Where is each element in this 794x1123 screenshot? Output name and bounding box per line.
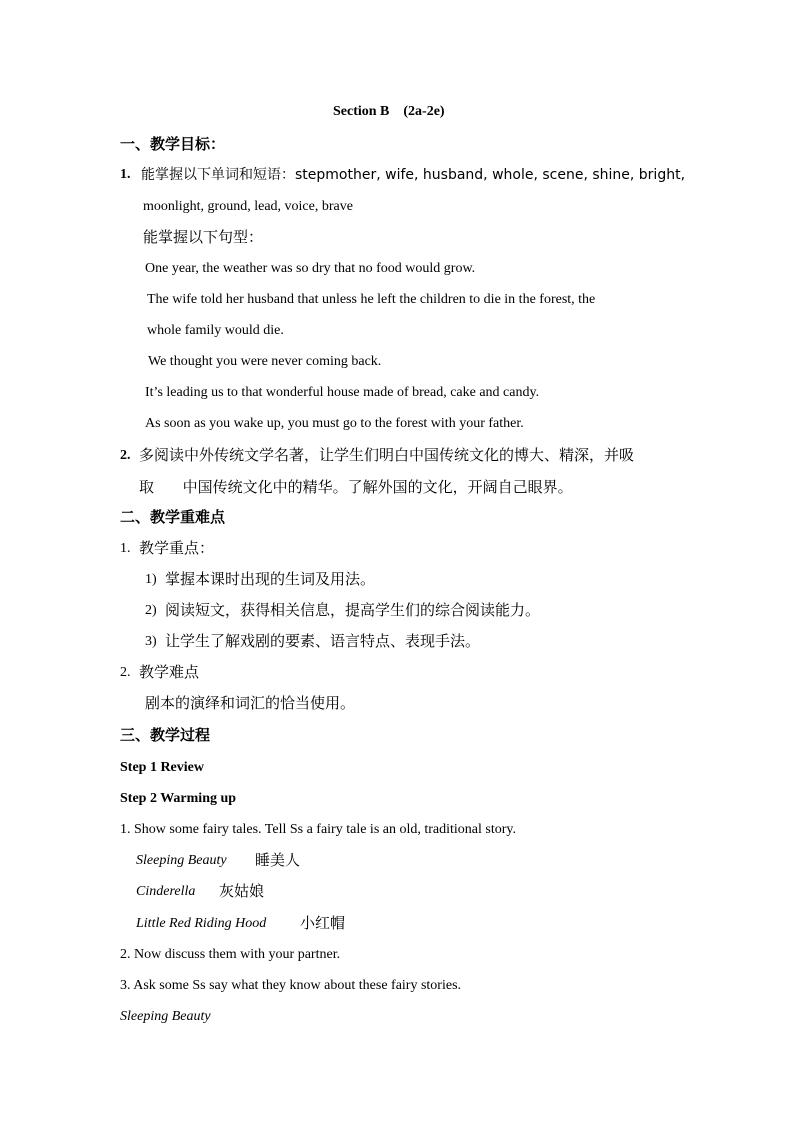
sentence-2-line-2: whole family would die. xyxy=(147,323,284,338)
sentence-1: One year, the weather was so dry that no food would grow. xyxy=(145,261,476,276)
key-point-3-number: 3) xyxy=(145,634,157,649)
tale-2-chinese: 灰姑娘 xyxy=(219,882,265,900)
objective-1-text: 能掌握以下单词和短语：stepmother, wife, husband, whole, scene, shine, bright, xyxy=(141,167,686,183)
key-point-1: 掌握本课时出现的生词及用法。 xyxy=(165,570,376,588)
key-points-heading: 二、教学重难点 xyxy=(120,508,226,526)
story-title-sleeping-beauty: Sleeping Beauty xyxy=(120,1009,211,1024)
objective-2-continuation: 取 中国传统文化中的精华。了解外国的文化，开阔自己眼界。 xyxy=(139,478,573,496)
sentence-2-line-1: The wife told her husband that unless he left the children to die in the forest, the xyxy=(147,292,596,307)
difficulties-text: 剧本的演绎和词汇的恰当使用。 xyxy=(145,694,356,712)
section-title: Section B (2a-2e) xyxy=(333,104,445,119)
objective-1-number: 1. xyxy=(120,167,131,182)
objectives-heading: 一、教学目标： xyxy=(120,135,226,153)
process-heading: 三、教学过程 xyxy=(120,726,211,744)
sentence-5: As soon as you wake up, you must go to the forest with your father. xyxy=(145,416,524,431)
process-item-1: 1. Show some fairy tales. Tell Ss a fairy tale is an old, traditional story. xyxy=(120,822,516,837)
objective-2-text: 多阅读中外传统文学名著，让学生们明白中国传统文化的博大、精深，并吸 xyxy=(139,446,635,464)
tale-3-chinese: 小红帽 xyxy=(300,914,346,932)
process-item-2: 2. Now discuss them with your partner. xyxy=(120,947,341,962)
tale-2-english: Cinderella xyxy=(136,884,196,899)
objective-1-continuation: moonlight, ground, lead, voice, brave xyxy=(143,199,353,214)
tale-3-english: Little Red Riding Hood xyxy=(136,916,267,931)
step-2: Step 2 Warming up xyxy=(120,791,237,806)
key-point-2-number: 2) xyxy=(145,603,157,618)
key-point-1-number: 1) xyxy=(145,572,157,587)
key-point-2: 阅读短文，获得相关信息，提高学生们的综合阅读能力。 xyxy=(165,601,541,619)
sentence-patterns-heading: 能掌握以下句型： xyxy=(143,228,264,246)
key-points-number: 1. xyxy=(120,541,131,556)
sentence-4: It’s leading us to that wonderful house made of bread, cake and candy. xyxy=(145,385,540,400)
objective-2-number: 2. xyxy=(120,448,131,463)
step-1: Step 1 Review xyxy=(120,760,204,775)
key-points-label: 教学重点： xyxy=(139,539,215,557)
difficulties-label: 教学难点 xyxy=(139,663,200,681)
tale-1-chinese: 睡美人 xyxy=(255,851,301,869)
sentence-3: We thought you were never coming back. xyxy=(148,354,382,369)
process-item-3: 3. Ask some Ss say what they know about these fairy stories. xyxy=(120,978,462,993)
tale-1-english: Sleeping Beauty xyxy=(136,853,227,868)
difficulties-number: 2. xyxy=(120,665,131,680)
key-point-3: 让学生了解戏剧的要素、语言特点、表现手法。 xyxy=(165,632,481,650)
